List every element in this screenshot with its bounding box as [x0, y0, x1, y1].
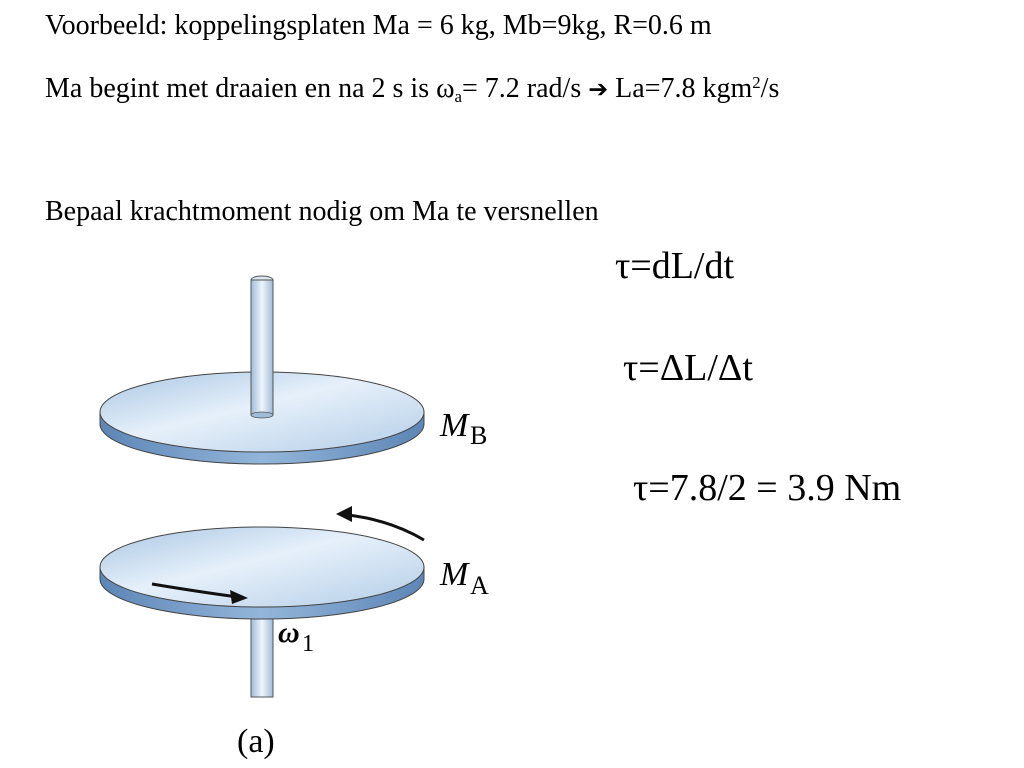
example-heading: Voorbeeld: koppelingsplaten Ma = 6 kg, Mb=9kg, R=0.6 m — [45, 10, 712, 41]
omega-label: ω — [278, 616, 300, 649]
omega-subscript: a — [454, 87, 462, 107]
line2-prefix: Ma begint met draaien en na 2 s is ω — [45, 73, 455, 104]
mb-label-subscript: B — [470, 421, 488, 450]
given-values-line — [45, 73, 779, 105]
torque-equation-3: τ=7.8/2 = 3.9 Nm — [633, 467, 902, 509]
line2-suffix: La=7.8 kgm — [608, 73, 753, 104]
torque-equation-1: τ=dL/dt — [615, 245, 735, 287]
line2-middle: = 7.2 rad/s — [462, 73, 589, 104]
figure-caption: (a) — [237, 723, 275, 760]
torque-equation-2: τ=ΔL/Δt — [623, 347, 753, 389]
squared-superscript: 2 — [752, 72, 761, 92]
line2-unit-end: /s — [760, 73, 780, 104]
question-line: Bepaal krachtmoment nodig om Ma te versnellen — [45, 196, 599, 227]
ma-label: M — [440, 556, 469, 593]
lower-disk-ma — [100, 527, 424, 697]
omega-label-subscript: 1 — [302, 631, 314, 657]
clutch-plates-figure — [90, 270, 520, 765]
upper-disk-mb — [100, 280, 424, 464]
mb-label: M — [440, 407, 469, 444]
right-arrow-icon: ➔ — [588, 75, 609, 103]
ma-label-subscript: A — [470, 571, 489, 600]
